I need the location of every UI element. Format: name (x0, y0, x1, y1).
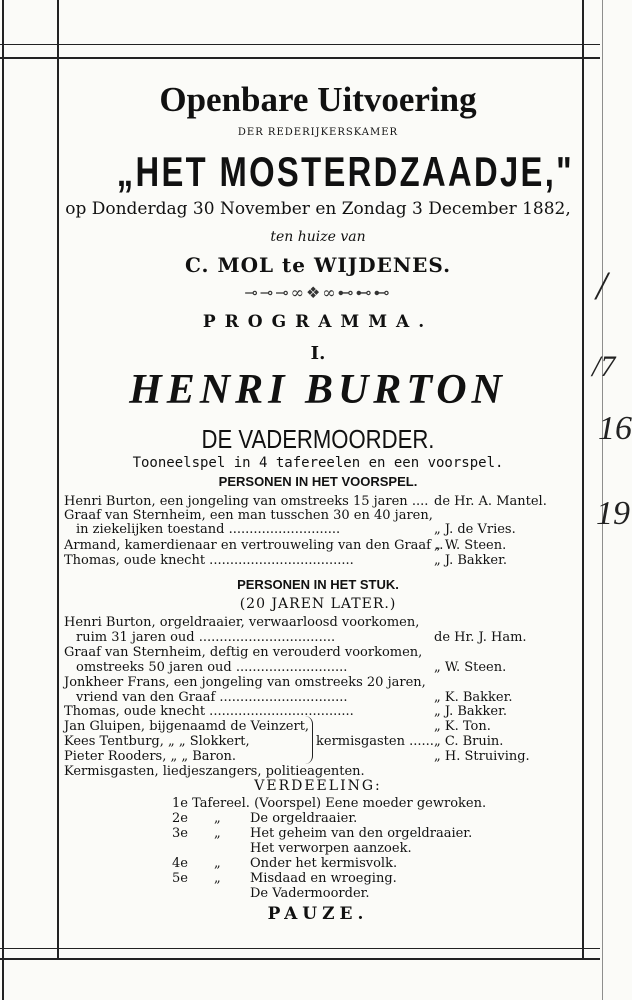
kermis-brace (300, 716, 313, 764)
cast-row: omstreeks 50 jaren oud ........................... „ W. Steen. (76, 660, 507, 675)
margin-mark: / (596, 263, 608, 308)
cast-row: Thomas, oude knecht ................................... „ J. Bakker. (64, 704, 508, 719)
bottom-border (0, 948, 600, 949)
poster-subtitle: DER REDERIJKERSKAMER (237, 127, 399, 138)
cast-row: Graaf van Sternheim, een man tusschen 30 en 40 jaren, (64, 508, 433, 523)
margin-mark: /7 (592, 350, 616, 383)
cast-row: Armand, kamerdienaar en vertrouweling van den Graaf .. „ W. Steen. (64, 538, 507, 553)
verdeeling-row-text: De orgeldraaier. (250, 811, 358, 826)
cast-row: Henri Burton, een jongeling van omstreeks 15 jaren .... de Hr. A. Mantel. (64, 494, 547, 509)
cast-row: ruim 31 jaren oud ................................. de Hr. J. Ham. (76, 630, 527, 645)
cast-row: vriend van den Graaf ............................... „ K. Bakker. (76, 690, 513, 705)
verdeeling-row-mark: „ (214, 871, 221, 886)
performance-dates: op Donderdag 30 November en Zondag 3 December 1882, (65, 199, 571, 219)
verdeeling-row-text: De Vadermoorder. (250, 886, 370, 901)
part-number: I. (310, 343, 326, 364)
cast-row: Henri Burton, orgeldraaier, verwaarloosd voorkomen, (64, 615, 420, 630)
verdeeling-row: 4e (172, 856, 188, 871)
voorspel-heading: PERSONEN IN HET VOORSPEL. (218, 474, 418, 489)
verdeeling-row-mark: „ (214, 811, 221, 826)
venue-location: C. MOL te WIJDENES. (184, 253, 452, 277)
cast-row: Kermisgasten, liedjeszangers, politieagenten. (64, 764, 365, 779)
top-border-thick (0, 57, 600, 59)
cast-row: Thomas, oude knecht ................................... „ J. Bakker. (64, 553, 508, 568)
verdeeling-row-text: Het verworpen aanzoek. (250, 841, 412, 856)
margin-mark: 16 (598, 410, 632, 447)
left-border-inner (57, 0, 59, 960)
stuk-heading: PERSONEN IN HET STUK. (237, 577, 399, 592)
verdeeling-row: 5e (172, 871, 188, 886)
verdeeling-row: 1e Tafereel. (Voorspel) Eene moeder gewroken. (172, 796, 487, 811)
poster-title: Openbare Uitvoering (159, 80, 477, 119)
ten-huize-van: ten huize van (270, 229, 366, 245)
play-description: Tooneelspel in 4 tafereelen en een voorspel. (132, 455, 504, 471)
verdeeling-row-text: Onder het kermisvolk. (250, 856, 398, 871)
stuk-subheading: (20 JAREN LATER.) (239, 596, 397, 612)
verdeeling-row: 3e (172, 826, 188, 841)
society-name: „HET MOSTERDZAADJE," (116, 148, 575, 195)
verdeeling-row-text: Misdaad en wroeging. (250, 871, 397, 886)
verdeeling-row: 2e (172, 811, 188, 826)
play-title: HENRI BURTON (129, 367, 507, 413)
cast-row: Kees Tentburg, „ „ Slokkert, „ C. Bruin. (64, 734, 504, 749)
margin-mark: 19 (596, 495, 630, 532)
play-subtitle: DE VADERMOORDER. (201, 424, 435, 454)
right-border (582, 0, 584, 960)
verdeeling-row-mark: „ (214, 826, 221, 841)
programma-heading: PROGRAMMA. (202, 312, 434, 332)
pauze-label: PAUZE. (267, 904, 369, 924)
cast-row: Graaf van Sternheim, deftig en verouderd voorkomen, (64, 645, 423, 660)
verdeeling-row-mark: „ (214, 856, 221, 871)
cast-row: Pieter Rooders, „ „ Baron. „ H. Struiving. (64, 749, 530, 764)
verdeeling-heading: VERDEELING: (254, 778, 382, 794)
left-border-outer (2, 0, 4, 1000)
top-border (0, 44, 600, 45)
bottom-border-thick (0, 958, 600, 960)
cast-row: Jan Gluipen, bijgenaamd de Veinzert, „ K. Ton. (64, 719, 491, 734)
cast-row: Jonkheer Frans, een jongeling van omstreeks 20 jaren, (64, 675, 426, 690)
verdeeling-row-text: Het geheim van den orgeldraaier. (250, 826, 473, 841)
ornament-divider: ⊸⊸⊸∞❖∞⊷⊷⊷ (244, 283, 392, 302)
cast-row: in ziekelijken toestand ........................... „ J. de Vries. (76, 522, 516, 537)
kermis-label: kermisgasten ...... (316, 734, 434, 749)
